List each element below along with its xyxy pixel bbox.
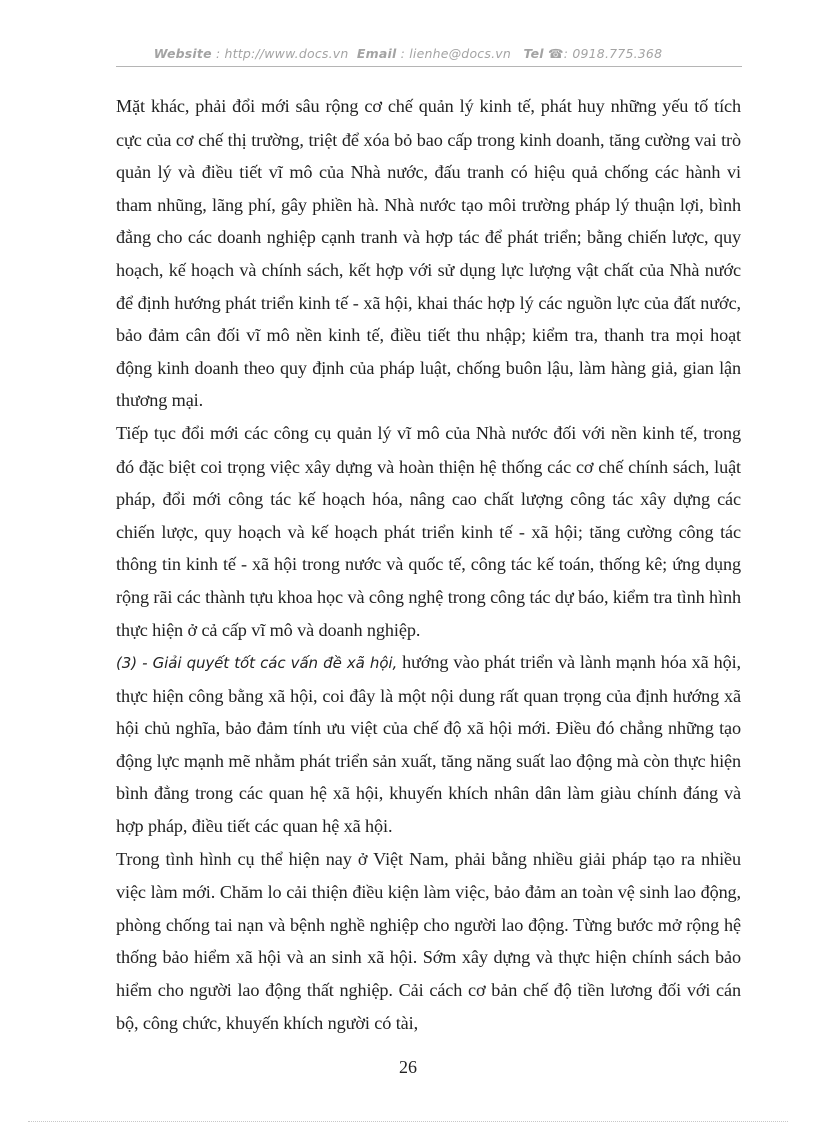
paragraph — [116, 417, 741, 646]
paragraph — [116, 90, 741, 417]
page-bottom-divider — [28, 1121, 788, 1122]
paragraph-text: Mặt khác, phải đổi mới sâu rộng cơ chế quản lý kinh tế, phát huy những yếu tố tích cực của cơ chế thị trường, triệt để xóa bỏ bao cấp trong kinh doanh, tăng cường vai trò quản lý và điều tiết vĩ mô của Nhà nước, đấu tranh có hiệu quả chống các hành vi tham nhũng, lãng phí, gây phiền hà. Nhà nước tạo môi trường pháp lý thuận lợi, bình đẳng cho các doanh nghiệp cạnh tranh và hợp tác để phát triển; bằng chiến lược, quy hoạch, kế hoạch và chính sách, kết hợp với sử dụng lực lượng vật chất của Nhà nước để định hướng phát triển kinh tế - xã hội, khai thác hợp lý các nguồn lực của đất nước, bảo đảm cân đối vĩ mô nền kinh tế, điều tiết thu nhập; kiểm tra, thanh tra mọi hoạt động kinh doanh theo quy định của pháp luật, chống buôn lậu, làm hàng giả, gian lận thương mại. — [116, 96, 741, 411]
paragraph-text: hướng vào phát triển và lành mạnh hóa xã hội, thực hiện công bằng xã hội, coi đây là một nội dung rất quan trọng của định hướng xã hội chủ nghĩa, bảo đảm tính ưu việt của chế độ xã hội mới. Điều đó chẳng những tạo động lực mạnh mẽ nhằm phát triển sản xuất, tăng năng suất lao động mà còn thực hiện bình đẳng trong các quan hệ xã hội, khuyến khích nhân dân làm giàu chính đáng và hợp pháp, điều tiết các quan hệ xã hội. — [116, 652, 741, 837]
page-header — [0, 46, 816, 61]
email-value: : lienhe@docs.vn — [400, 46, 511, 61]
header-divider — [116, 66, 742, 67]
paragraph — [116, 843, 741, 1040]
email-label: Email — [356, 46, 397, 61]
paragraph-text: Trong tình hình cụ thể hiện nay ở Việt Nam, phải bằng nhiều giải pháp tạo ra nhiều việc làm mới. Chăm lo cải thiện điều kiện làm việc, bảo đảm an toàn vệ sinh lao động, phòng chống tai nạn và bệnh nghề nghiệp cho người lao động. Từng bước mở rộng hệ thống bảo hiểm xã hội và an sinh xã hội. Sớm xây dựng và thực hiện chính sách bảo hiểm cho người lao động thất nghiệp. Cải cách cơ bản chế độ tiền lương đối với cán bộ, công chức, khuyến khích người có tài, — [116, 848, 741, 1033]
page-number: 26 — [399, 1057, 417, 1077]
paragraph-text: Tiếp tục đổi mới các công cụ quản lý vĩ mô của Nhà nước đối với nền kinh tế, trong đó đặc biệt coi trọng việc xây dựng và hoàn thiện hệ thống các cơ chế chính sách, luật pháp, đổi mới công tác kế hoạch hóa, nâng cao chất lượng công tác xây dựng các chiến lược, quy hoạch và kế hoạch phát triển kinh tế - xã hội; tăng cường công tác thông tin kinh tế - xã hội trong nước và quốc tế, công tác kế toán, thống kê; ứng dụng rộng rãi các thành tựu khoa học và công nghệ trong công tác dự báo, kiểm tra tình hình thực hiện ở cả cấp vĩ mô và doanh nghiệp. — [116, 422, 741, 640]
website-label: Website — [153, 46, 212, 61]
website-value: : http://www.docs.vn — [215, 46, 349, 61]
paragraph-italic-lead: (3) - Giải quyết tốt các vấn đề xã hội, — [116, 654, 398, 673]
tel-value: : 0918.775.368 — [563, 46, 663, 61]
tel-label: Tel — [523, 46, 544, 61]
paragraph — [116, 646, 741, 843]
document-body — [116, 90, 741, 1039]
phone-icon: ☎ — [547, 46, 564, 61]
